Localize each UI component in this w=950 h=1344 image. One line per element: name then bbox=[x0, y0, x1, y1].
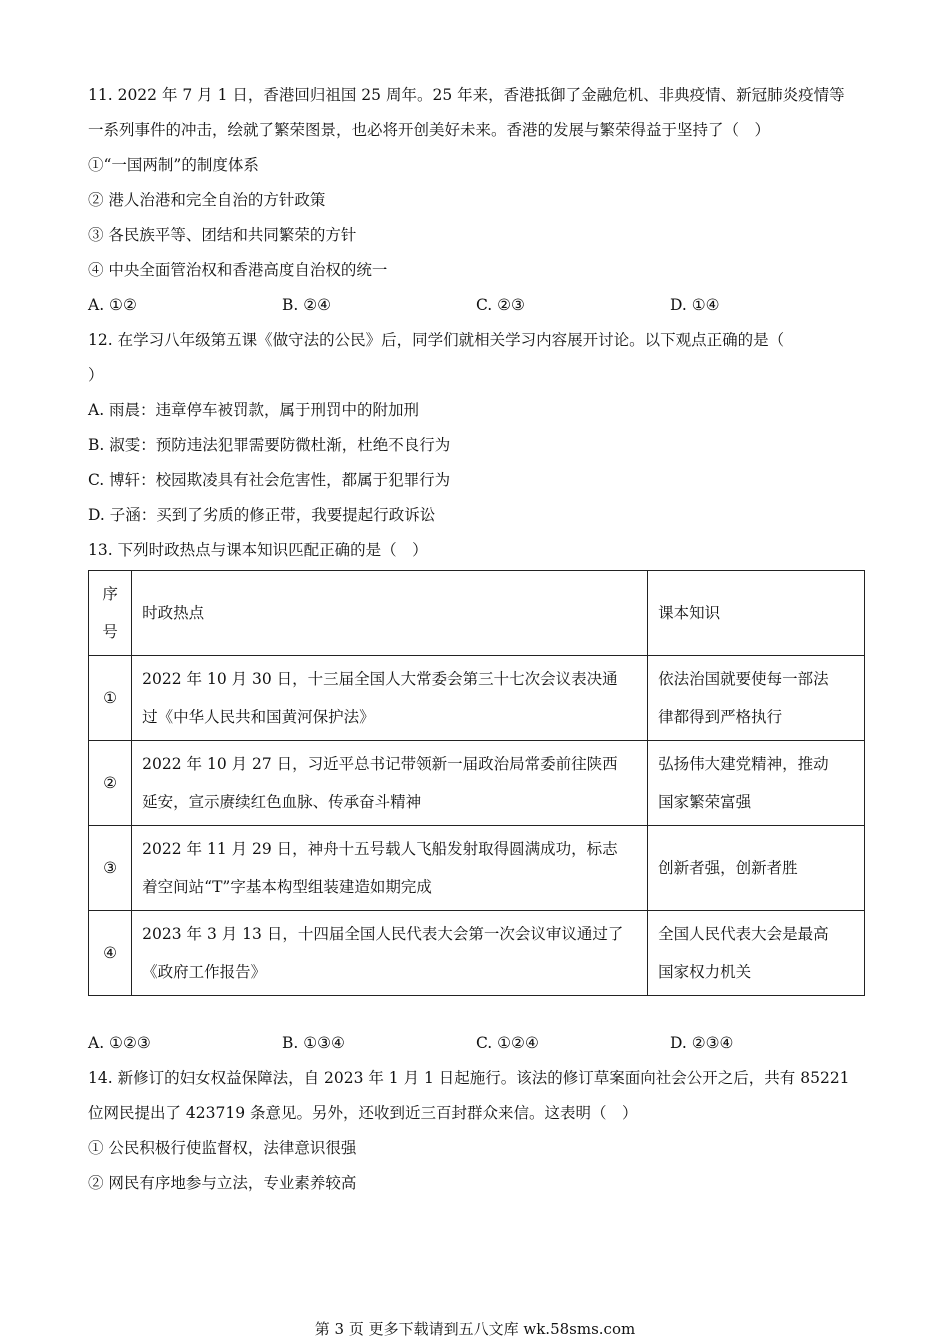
header-event: 时政热点 bbox=[132, 571, 648, 656]
row-number: ③ bbox=[89, 826, 132, 911]
knowledge-cell: 依法治国就要使每一部法 律都得到严格执行 bbox=[648, 656, 865, 741]
option-b: B. ①③④ bbox=[282, 1034, 345, 1052]
table-row bbox=[89, 656, 865, 741]
answer-options bbox=[88, 1026, 868, 1061]
question-13 bbox=[88, 533, 868, 1061]
statement-item: ② 港人治港和完全自治的方针政策 bbox=[88, 191, 326, 209]
event-cell: 2022 年 11 月 29 日，神舟十五号载人飞船发射取得圆满成功，标志 着空间站“T”字基本构型组装建造如期完成 bbox=[132, 826, 648, 911]
statement-item: ①“一国两制”的制度体系 bbox=[88, 156, 259, 174]
statement-item: ④ 中央全面管治权和香港高度自治权的统一 bbox=[88, 261, 388, 279]
question-stem-line: 13. 下列时政热点与课本知识匹配正确的是（ ） bbox=[88, 541, 428, 559]
matching-table bbox=[88, 570, 865, 996]
question-stem-line: 14. 新修订的妇女权益保障法，自 2023 年 1 月 1 日起施行。该法的修订草案面向社会公开之后，共有 85221 bbox=[88, 1069, 850, 1087]
statement-item: ③ 各民族平等、团结和共同繁荣的方针 bbox=[88, 226, 357, 244]
option-d: D. 子涵：买到了劣质的修正带，我要提起行政诉讼 bbox=[88, 506, 436, 524]
question-14 bbox=[88, 1061, 868, 1201]
event-cell: 2022 年 10 月 30 日，十三届全国人大常委会第三十七次会议表决通 过《中华人民共和国黄河保护法》 bbox=[132, 656, 648, 741]
table-header-row bbox=[89, 571, 865, 656]
question-stem-line: 一系列事件的冲击，绘就了繁荣图景，也必将开创美好未来。香港的发展与繁荣得益于坚持了（ ） bbox=[88, 121, 771, 139]
event-cell: 2022 年 10 月 27 日，习近平总书记带领新一届政治局常委前往陕西 延安，宣示赓续红色血脉、传承奋斗精神 bbox=[132, 741, 648, 826]
question-11 bbox=[88, 78, 868, 323]
table-row bbox=[89, 911, 865, 996]
table-row bbox=[89, 826, 865, 911]
option-c: C. ①②④ bbox=[476, 1034, 539, 1052]
option-d: D. ②③④ bbox=[670, 1034, 734, 1052]
option-c: C. 博轩：校园欺凌具有社会危害性，都属于犯罪行为 bbox=[88, 471, 451, 489]
row-number: ① bbox=[89, 656, 132, 741]
question-stem-line: 12. 在学习八年级第五课《做守法的公民》后，同学们就相关学习内容展开讨论。以下观点正确的是（ bbox=[88, 331, 785, 349]
option-d: D. ①④ bbox=[670, 296, 720, 314]
knowledge-cell: 创新者强，创新者胜 bbox=[648, 826, 865, 911]
page-content bbox=[88, 78, 868, 1201]
question-12 bbox=[88, 323, 868, 533]
header-number: 序 号 bbox=[89, 571, 132, 656]
knowledge-cell: 弘扬伟大建党精神，推动 国家繁荣富强 bbox=[648, 741, 865, 826]
question-stem-line: 位网民提出了 423719 条意见。另外，还收到近三百封群众来信。这表明（ ） bbox=[88, 1104, 638, 1122]
option-a: A. 雨晨：违章停车被罚款，属于刑罚中的附加刑 bbox=[88, 401, 420, 419]
row-number: ④ bbox=[89, 911, 132, 996]
row-number: ② bbox=[89, 741, 132, 826]
option-b: B. 淑雯：预防违法犯罪需要防微杜渐，杜绝不良行为 bbox=[88, 436, 451, 454]
option-a: A. ①② bbox=[88, 296, 137, 314]
option-a: A. ①②③ bbox=[88, 1034, 151, 1052]
event-cell: 2023 年 3 月 13 日，十四届全国人民代表大会第一次会议审议通过了 《政府工作报告》 bbox=[132, 911, 648, 996]
answer-options bbox=[88, 288, 868, 323]
statement-item: ② 网民有序地参与立法，专业素养较高 bbox=[88, 1174, 357, 1192]
header-knowledge: 课本知识 bbox=[648, 571, 865, 656]
statement-item: ① 公民积极行使监督权，法律意识很强 bbox=[88, 1139, 357, 1157]
page-footer: 第 3 页 更多下载请到五八文库 wk.58sms.com bbox=[314, 1320, 636, 1338]
option-b: B. ②④ bbox=[282, 296, 332, 314]
table-row bbox=[89, 741, 865, 826]
question-stem-line: 11. 2022 年 7 月 1 日，香港回归祖国 25 周年。25 年来，香港抵御了金融危机、非典疫情、新冠肺炎疫情等 bbox=[88, 86, 845, 104]
option-c: C. ②③ bbox=[476, 296, 525, 314]
knowledge-cell: 全国人民代表大会是最高 国家权力机关 bbox=[648, 911, 865, 996]
question-stem-line: ） bbox=[88, 366, 104, 384]
